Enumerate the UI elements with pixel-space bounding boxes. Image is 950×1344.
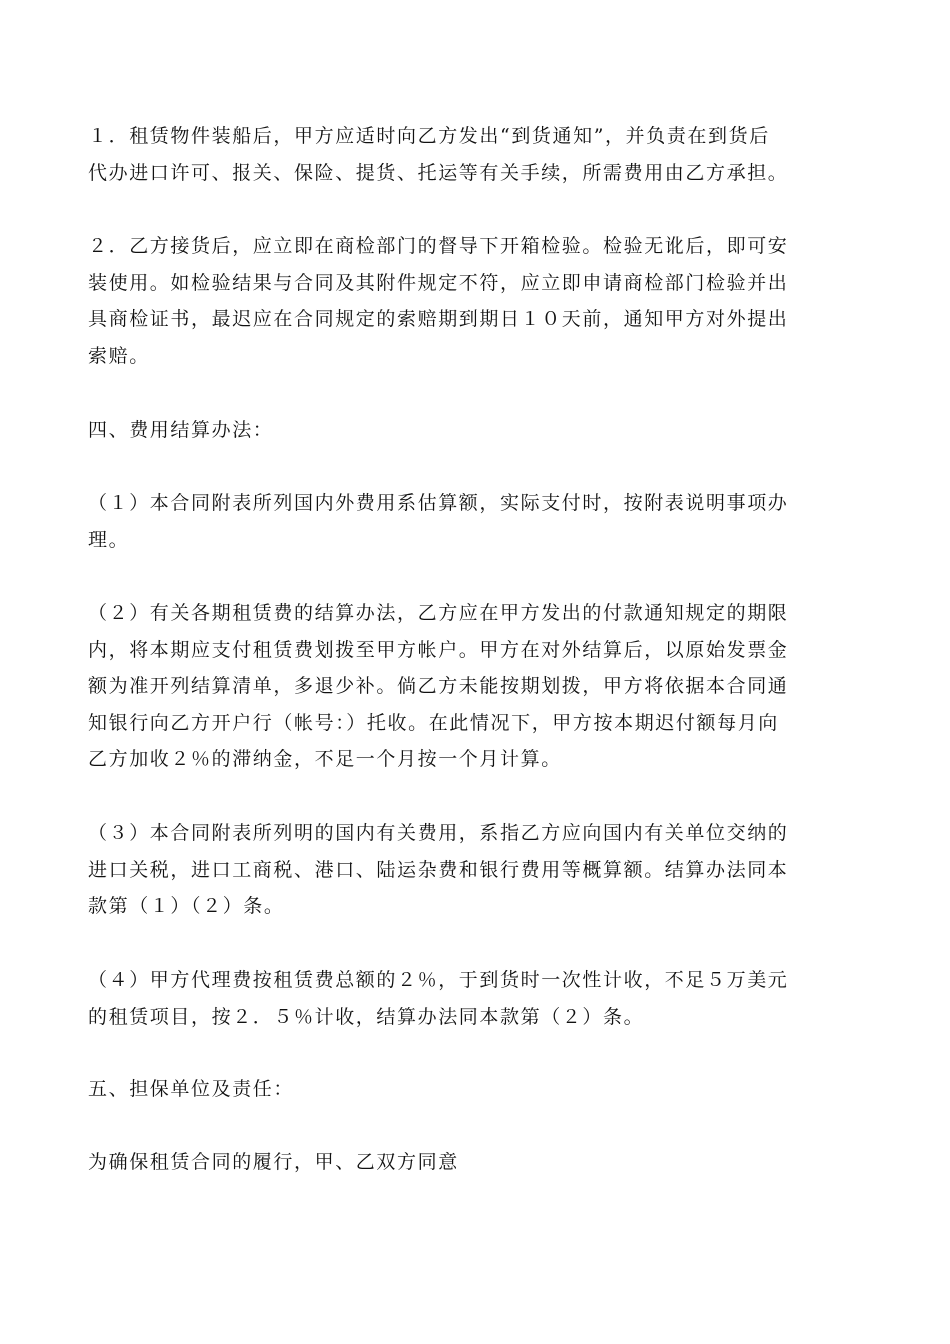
section-heading-guarantor <box>88 1071 863 1108</box>
paragraph-guarantee-intro <box>88 1144 863 1181</box>
paragraph-clause-4 <box>88 962 863 1035</box>
paragraph-delivery-notice <box>88 118 863 191</box>
paragraph-clause-1 <box>88 485 863 558</box>
text-line: 代办进口许可、报关、保险、提货、托运等有关手续，所需费用由乙方承担。 <box>88 161 789 184</box>
text-line: １．租赁物件装船后，甲方应适时向乙方发出“到货通知”，并负责在到货后 <box>88 125 770 147</box>
section-heading: 五、担保单位及责任： <box>88 1078 295 1100</box>
text-line: 进口关税，进口工商税、港口、陆运杂费和银行费用等概算额。结算办法同本 <box>88 858 789 881</box>
text-line: ２．乙方接货后，应立即在商检部门的督导下开箱检验。检验无讹后，即可安 <box>88 235 789 257</box>
paragraph-inspection <box>88 228 863 374</box>
text-line: （３）本合同附表所列明的国内有关费用，系指乙方应向国内有关单位交纳的 <box>88 822 789 844</box>
section-heading-fee-settlement <box>88 412 863 449</box>
paragraph-clause-2 <box>88 595 863 778</box>
text-line: 乙方加收２％的滞纳金，不足一个月按一个月计算。 <box>88 748 562 770</box>
text-line: （１）本合同附表所列国内外费用系估算额，实际支付时，按附表说明事项办 <box>88 492 789 514</box>
text-line: （２）有关各期租赁费的结算办法，乙方应在甲方发出的付款通知规定的期限 <box>88 602 789 624</box>
text-line: 的租赁项目，按２．５％计收，结算办法同本款第（２）条。 <box>88 1005 645 1028</box>
section-heading: 四、费用结算办法： <box>88 419 274 441</box>
text-line: 额为准开列结算清单，多退少补。倘乙方未能按期划拨，甲方将依据本合同通 <box>88 675 789 697</box>
text-line: 为确保租赁合同的履行，甲、乙双方同意 <box>88 1151 459 1173</box>
text-line: 理。 <box>88 528 130 551</box>
text-line: 具商检证书，最迟应在合同规定的索赔期到期日１０天前，通知甲方对外提出 <box>88 308 789 330</box>
text-line: 装使用。如检验结果与合同及其附件规定不符，应立即申请商检部门检验并出 <box>88 271 789 294</box>
text-line: 知银行向乙方开户行（帐号：）托收。在此情况下，甲方按本期迟付额每月向 <box>88 711 779 734</box>
text-line: （４）甲方代理费按租赁费总额的２％，于到货时一次性计收，不足５万美元 <box>88 969 789 991</box>
paragraph-clause-3 <box>88 815 863 925</box>
text-line: 款第（１）（２）条。 <box>88 895 285 917</box>
text-line: 索赔。 <box>88 344 150 367</box>
text-line: 内，将本期应支付租赁费划拨至甲方帐户。甲方在对外结算后，以原始发票金 <box>88 638 789 661</box>
